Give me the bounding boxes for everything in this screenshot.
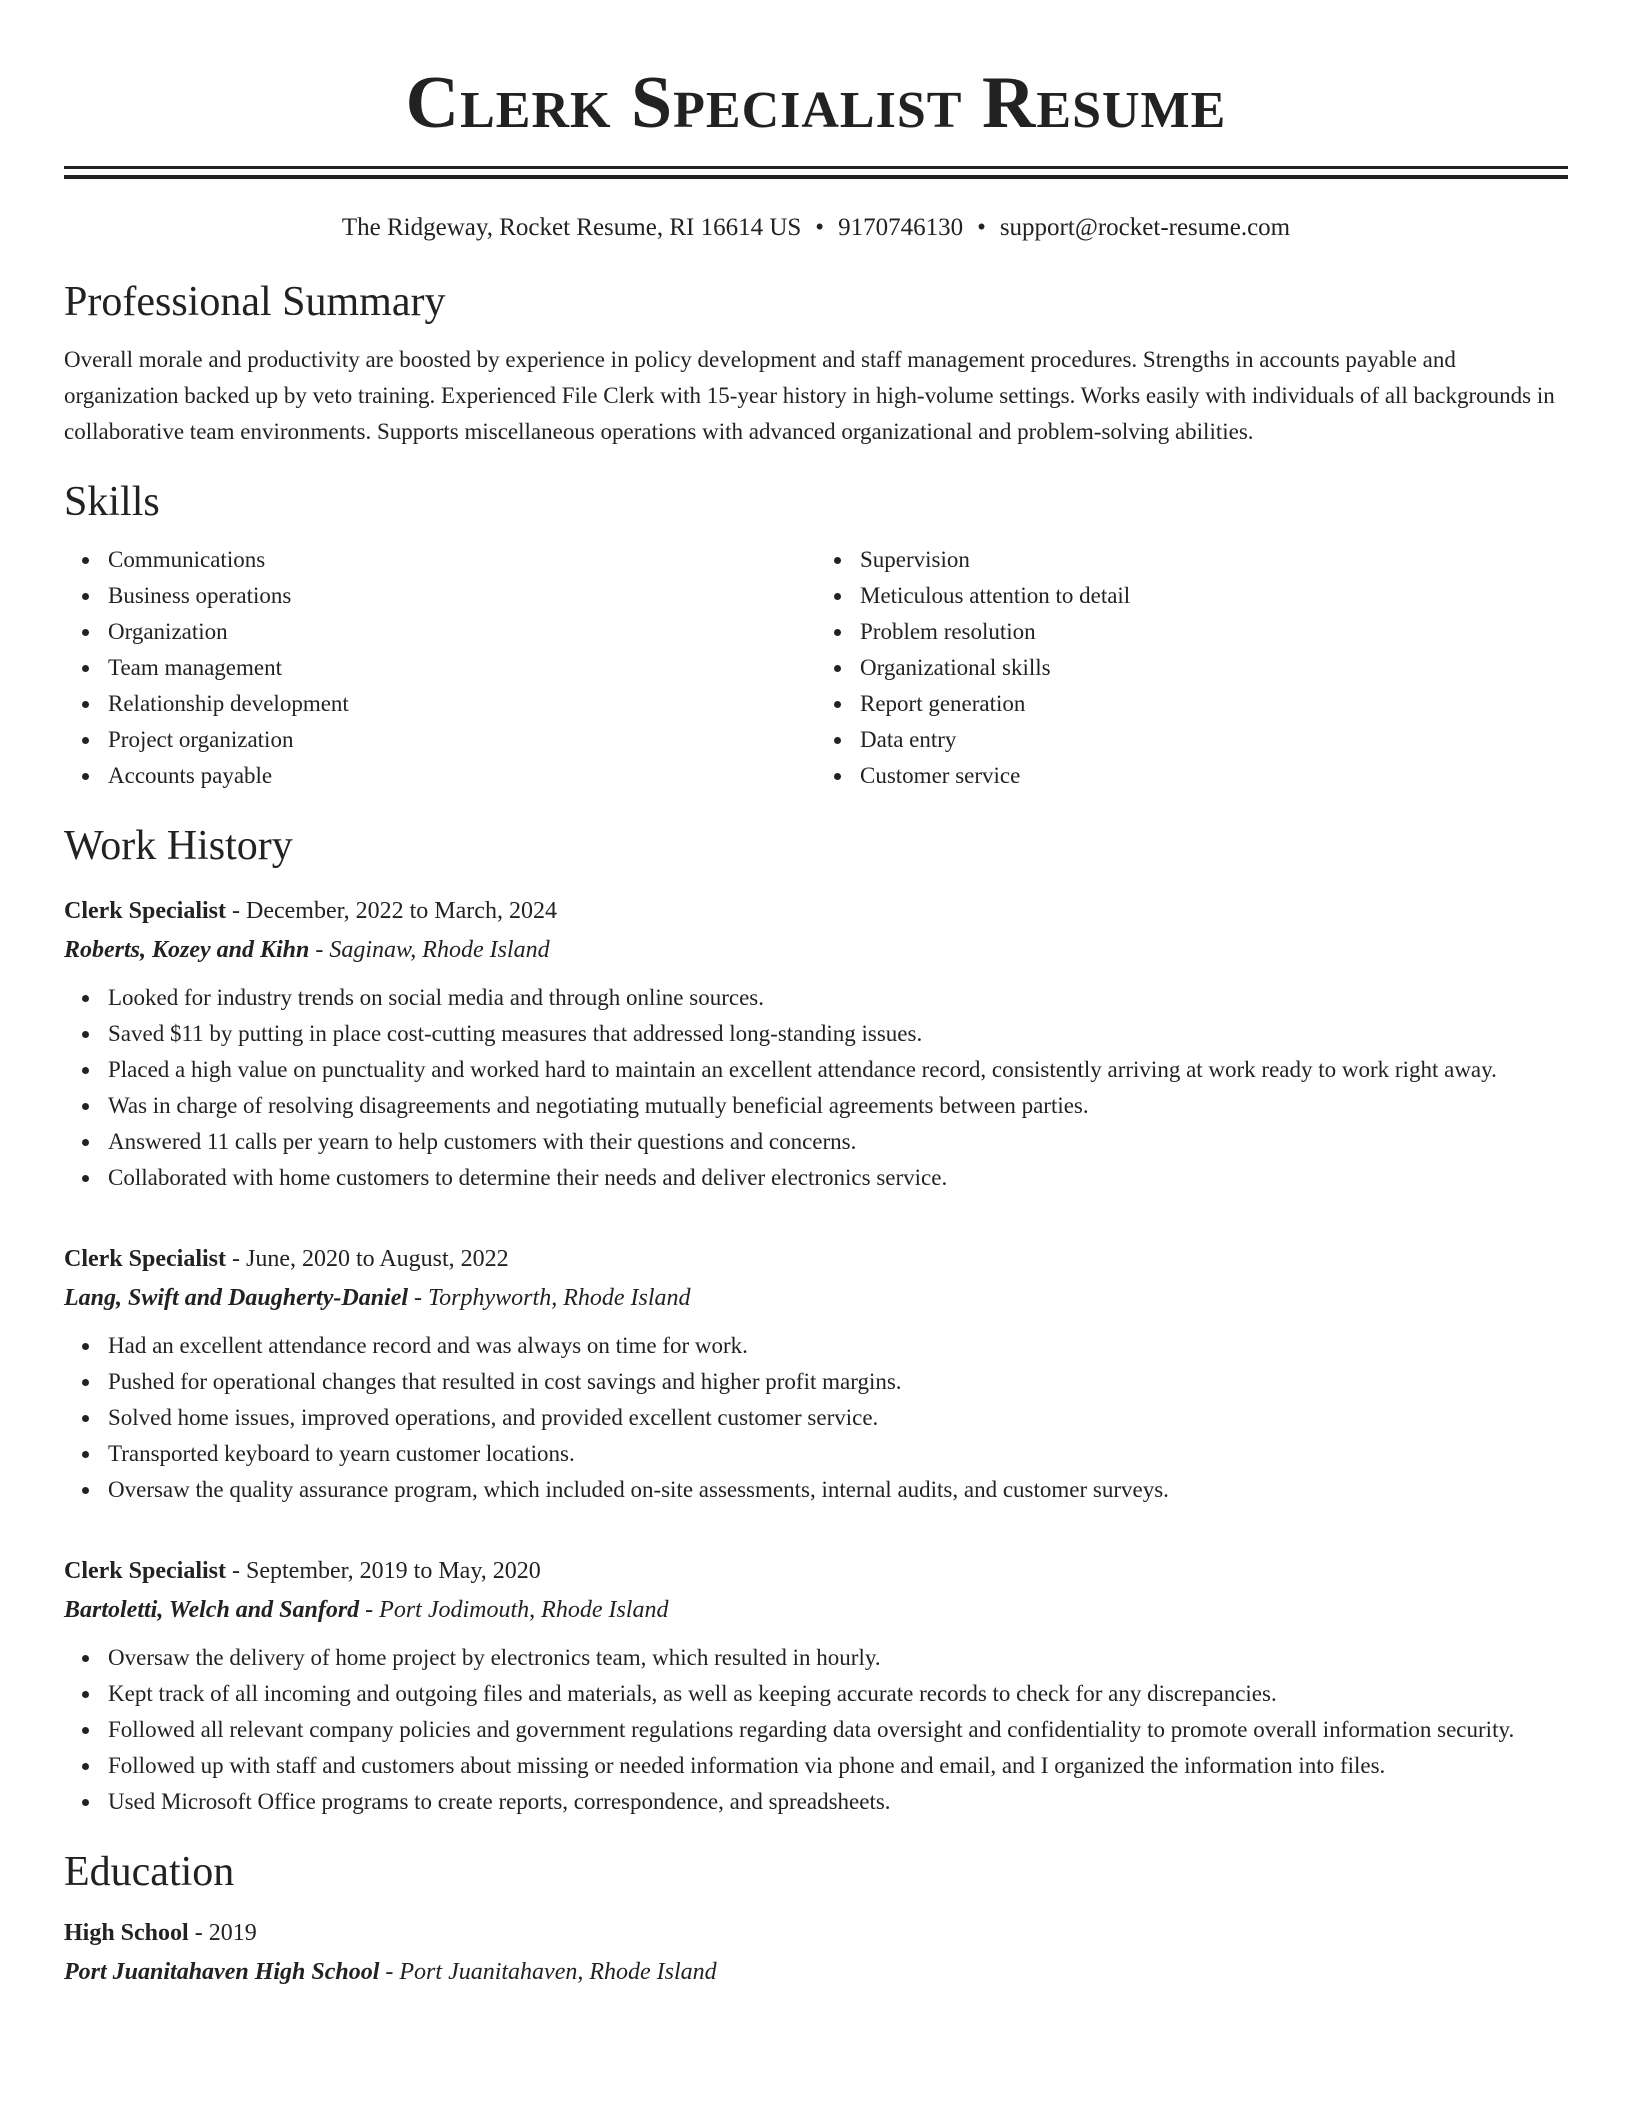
skill-item: Customer service (860, 758, 1568, 794)
job-bullet: Pushed for operational changes that resulted in cost savings and higher profit margins. (108, 1364, 1568, 1400)
skill-item: Meticulous attention to detail (860, 578, 1568, 614)
job-bullet: Oversaw the delivery of home project by electronics team, which resulted in hourly. (108, 1640, 1568, 1676)
job-title: Clerk Specialist (64, 1558, 226, 1584)
title-rule-bottom (64, 175, 1568, 179)
company-name: Bartoletti, Welch and Sanford (64, 1597, 360, 1623)
company-name: Lang, Swift and Daugherty-Daniel (64, 1285, 409, 1311)
contact-line (64, 212, 1568, 244)
job-bullet: Collaborated with home customers to determine their needs and deliver electronics service. (108, 1160, 1568, 1196)
skills-heading: Skills (64, 479, 160, 525)
skill-item: Business operations (108, 578, 816, 614)
job-bullet: Followed up with staff and customers about missing or needed information via phone and email, and I organized the information into files. (108, 1748, 1568, 1784)
skill-item: Report generation (860, 686, 1568, 722)
job-bullet: Placed a high value on punctuality and worked hard to maintain an excellent attendance record, consistently arriving at work ready to work right away. (108, 1052, 1568, 1088)
company-location: - Port Jodimouth, Rhode Island (359, 1597, 669, 1623)
skills-column-left (64, 542, 816, 794)
job-bullets (64, 1640, 1568, 1820)
skill-item: Project organization (108, 722, 816, 758)
contact-email[interactable]: support@rocket-resume.com (999, 214, 1291, 241)
job-bullet: Followed all relevant company policies and government regulations regarding data oversight and confidentiality to promote overall information security. (108, 1712, 1568, 1748)
job-bullet: Solved home issues, improved operations, and provided excellent customer service. (108, 1400, 1568, 1436)
job-entry (64, 1240, 1568, 1508)
summary-heading: Professional Summary (64, 279, 446, 325)
company-location: - Saginaw, Rhode Island (309, 937, 550, 963)
job-title: Clerk Specialist (64, 1246, 226, 1272)
school-line (64, 1952, 1568, 1992)
company-line (64, 930, 1568, 970)
job-bullet: Was in charge of resolving disagreements and negotiating mutually beneficial agreements between parties. (108, 1088, 1568, 1124)
job-dates: - September, 2019 to May, 2020 (226, 1558, 541, 1584)
contact-address: The Ridgeway, Rocket Resume, RI 16614 US (341, 214, 802, 241)
school-name: Port Juanitahaven High School (64, 1959, 380, 1985)
title-rule-top (64, 166, 1568, 169)
job-title-line (64, 1240, 1568, 1278)
job-bullet: Had an excellent attendance record and was always on time for work. (108, 1328, 1568, 1364)
company-line (64, 1590, 1568, 1630)
skill-item: Supervision (860, 542, 1568, 578)
skill-item: Data entry (860, 722, 1568, 758)
company-location: - Torphyworth, Rhode Island (408, 1285, 691, 1311)
skill-item: Team management (108, 650, 816, 686)
job-dates: - June, 2020 to August, 2022 (226, 1246, 509, 1272)
skill-item: Organizational skills (860, 650, 1568, 686)
work-history-heading: Work History (64, 823, 293, 869)
job-bullet: Transported keyboard to yearn customer locations. (108, 1436, 1568, 1472)
job-entry (64, 1552, 1568, 1820)
skill-item: Accounts payable (108, 758, 816, 794)
job-title-line (64, 892, 1568, 930)
job-bullet: Used Microsoft Office programs to create reports, correspondence, and spreadsheets. (108, 1784, 1568, 1820)
education-entry (64, 1914, 1568, 1992)
skill-item: Communications (108, 542, 816, 578)
job-dates: - December, 2022 to March, 2024 (226, 898, 557, 924)
skill-item: Relationship development (108, 686, 816, 722)
job-title-line (64, 1552, 1568, 1590)
school-location: - Port Juanitahaven, Rhode Island (379, 1959, 717, 1985)
job-bullet: Kept track of all incoming and outgoing files and materials, as well as keeping accurate records to check for any discrepancies. (108, 1676, 1568, 1712)
degree-line (64, 1914, 1568, 1952)
job-bullet: Oversaw the quality assurance program, which included on-site assessments, internal audits, and customer surveys. (108, 1472, 1568, 1508)
degree: High School (64, 1920, 189, 1946)
degree-year: - 2019 (188, 1920, 257, 1946)
job-entry (64, 892, 1568, 1196)
education-heading: Education (64, 1849, 235, 1895)
contact-separator: • (977, 214, 986, 241)
job-bullets (64, 1328, 1568, 1508)
company-line (64, 1278, 1568, 1318)
job-bullet: Looked for industry trends on social media and through online sources. (108, 980, 1568, 1016)
job-bullet: Saved $11 by putting in place cost-cutting measures that addressed long-standing issues. (108, 1016, 1568, 1052)
contact-separator: • (815, 214, 825, 241)
skill-item: Problem resolution (860, 614, 1568, 650)
job-bullet: Answered 11 calls per yearn to help customers with their questions and concerns. (108, 1124, 1568, 1160)
contact-phone: 9170746130 (838, 214, 964, 241)
skills-column-right (816, 542, 1568, 794)
skills-list (64, 542, 1568, 794)
company-name: Roberts, Kozey and Kihn (64, 937, 310, 963)
page-title: Clerk Specialist Resume (405, 62, 1227, 144)
job-bullets (64, 980, 1568, 1196)
job-title: Clerk Specialist (64, 898, 226, 924)
skill-item: Organization (108, 614, 816, 650)
summary-text: Overall morale and productivity are boosted by experience in policy development and staff management procedures. Strengths in accounts payable and organization backed up by veto training. Experienced File Clerk with 15-year history in high-volume settings. Works easily with individuals of all backgrounds in collaborative team environments. Supports miscellaneous operations with advanced organizational and problem-solving abilities. (64, 347, 1555, 444)
